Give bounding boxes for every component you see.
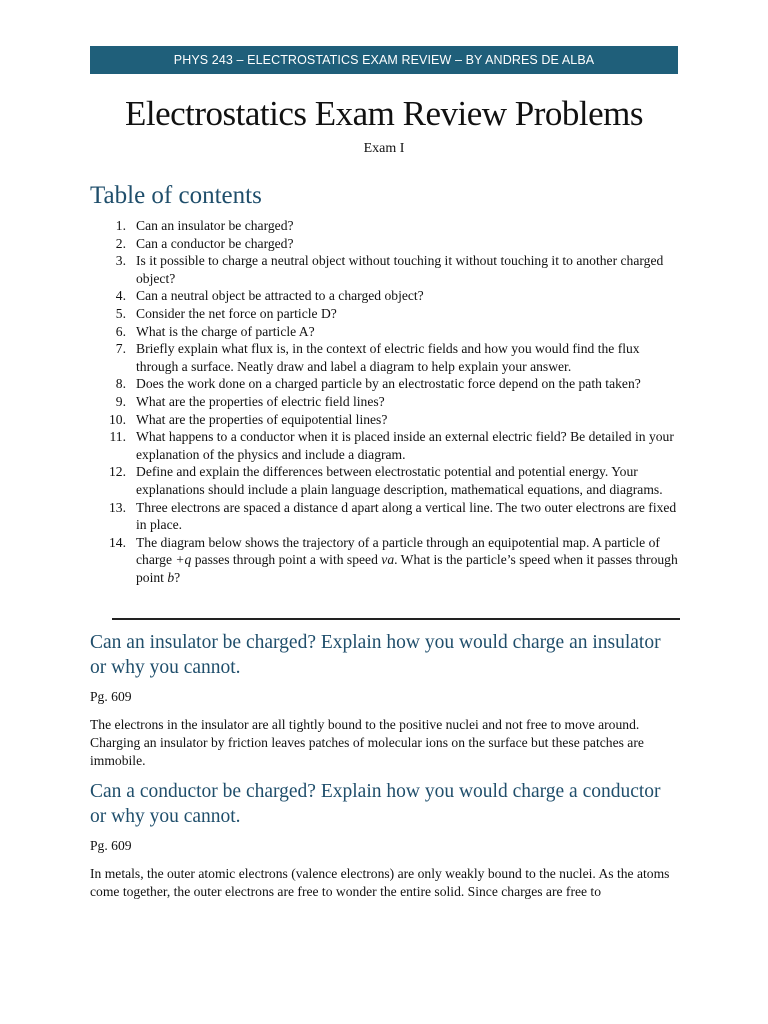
toc-item-number: 4. — [115, 288, 126, 304]
toc-item-text: The diagram below shows the trajectory of a particle through an equipotential map. A particle of charge — [136, 534, 660, 568]
toc-item[interactable] — [90, 252, 680, 287]
page-subtitle: Exam I — [363, 141, 405, 156]
toc-item[interactable] — [90, 411, 680, 429]
toc-item-text: Is it possible to charge a neutral object without touching it without touching it to another charged object? — [136, 253, 664, 286]
toc-item-text: ? — [174, 569, 181, 585]
toc-item[interactable] — [90, 499, 680, 534]
toc-item-number: 5. — [115, 305, 126, 321]
toc-item[interactable] — [90, 323, 680, 341]
toc-item-number: 6. — [115, 323, 126, 339]
section-heading: Can an insulator be charged? Explain how you would charge an insulator or why you cannot. — [90, 632, 661, 678]
toc-item-text: passes through point a with speed — [191, 552, 382, 568]
toc-item-text: What are the properties of equipotential lines? — [136, 411, 388, 427]
toc-item-number: 9. — [115, 393, 126, 409]
section-insulator — [90, 630, 680, 770]
toc-item-number: 12. — [109, 464, 126, 480]
section-body: The electrons in the insulator are all tightly bound to the positive nuclei and not free to move around. Charging an insulator by friction leaves patches of molecular ions on the surface but these patches are immobile. — [90, 717, 644, 768]
section-conductor — [90, 779, 680, 901]
toc-item-text: Can a conductor be charged? — [136, 235, 294, 251]
table-of-contents — [90, 217, 680, 586]
toc-item-text: What is the charge of particle A? — [136, 323, 315, 339]
toc-heading: Table of contents — [90, 182, 262, 209]
toc-item-number: 1. — [115, 218, 126, 233]
toc-item-text: Can an insulator be charged? — [136, 218, 294, 233]
toc-item[interactable] — [90, 463, 680, 498]
header-banner-text: PHYS 243 – ELECTROSTATICS EXAM REVIEW – BY ANDRES DE ALBA — [173, 53, 595, 67]
toc-item-text: What happens to a conductor when it is placed inside an external electric field? Be detailed in your explanation of the physics and include a diagram. — [136, 429, 674, 462]
page-reference: Pg. 609 — [90, 689, 132, 704]
toc-item-text: Does the work done on a charged particle by an electrostatic force depend on the path taken? — [136, 376, 641, 392]
toc-item-number: 11. — [109, 429, 126, 445]
toc-item-text: Briefly explain what flux is, in the context of electric fields and how you would find the flux through a surface. Neatly draw and label a diagram to help explain your answer. — [136, 341, 640, 374]
section-body: In metals, the outer atomic electrons (valence electrons) are only weakly bound to the nuclei. As the atoms come together, the outer electrons are free to wonder the entire solid. Since charges are free to — [90, 866, 670, 899]
math-speed-va: va — [381, 552, 395, 568]
toc-item-text: Three electrons are spaced a distance d apart along a vertical line. The two outer electrons are fixed in place. — [136, 499, 677, 533]
toc-item[interactable] — [90, 393, 680, 411]
page-title: Electrostatics Exam Review Problems — [124, 94, 644, 133]
section-divider — [112, 618, 680, 620]
math-point-b: b — [167, 569, 175, 585]
toc-item[interactable] — [90, 534, 680, 587]
toc-item[interactable] — [90, 305, 680, 323]
toc-item[interactable] — [90, 428, 680, 463]
section-heading: Can a conductor be charged? Explain how you would charge a conductor or why you cannot. — [90, 781, 661, 827]
toc-item[interactable] — [90, 235, 680, 253]
math-charge: +q — [175, 552, 192, 568]
toc-item-text: . What is the particle’s speed when it passes through point — [136, 552, 678, 585]
header-banner — [90, 46, 678, 74]
page-reference: Pg. 609 — [90, 838, 132, 853]
toc-item[interactable] — [90, 217, 680, 235]
toc-item-number: 14. — [109, 534, 126, 550]
toc-item[interactable] — [90, 340, 680, 375]
toc-item-number: 13. — [109, 499, 126, 515]
toc-item-number: 2. — [115, 235, 126, 251]
toc-item-text: Consider the net force on particle D? — [136, 305, 337, 321]
toc-item-number: 7. — [115, 341, 126, 357]
toc-item-number: 10. — [109, 411, 126, 427]
toc-item-text: What are the properties of electric field lines? — [136, 393, 385, 409]
toc-item-number: 3. — [115, 253, 126, 269]
toc-item[interactable] — [90, 287, 680, 305]
toc-item[interactable] — [90, 375, 680, 393]
toc-item-number: 8. — [115, 376, 126, 392]
toc-item-text: Can a neutral object be attracted to a charged object? — [136, 288, 424, 304]
toc-item-text: Define and explain the differences between electrostatic potential and potential energy. Your explanations should include a plain language description, mathematical equations, and diagrams. — [136, 464, 663, 497]
